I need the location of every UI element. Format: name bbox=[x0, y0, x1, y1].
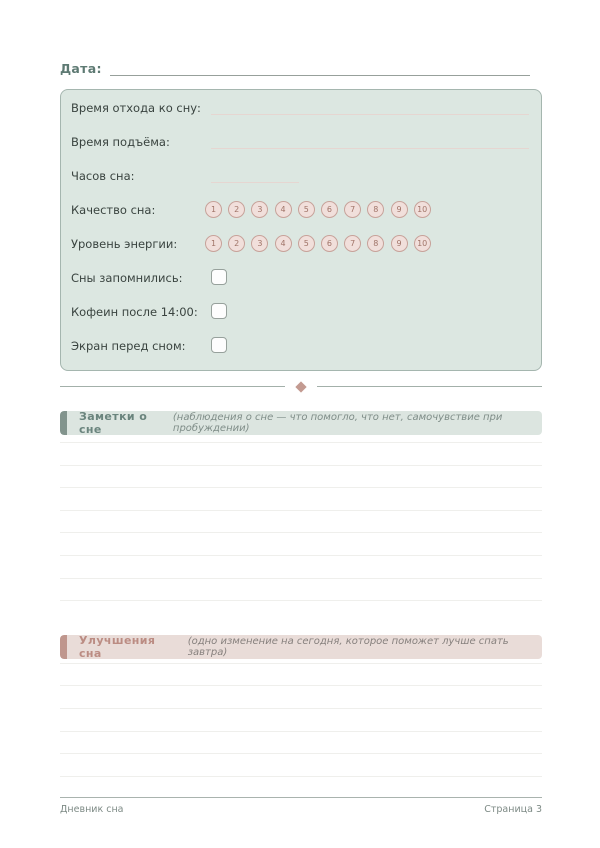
caffeine-checkbox[interactable] bbox=[211, 303, 227, 319]
page-footer bbox=[60, 797, 542, 815]
energy-rating-circle[interactable]: 10 bbox=[414, 235, 431, 252]
quality-rating-circle[interactable]: 9 bbox=[391, 201, 408, 218]
ruled-line bbox=[60, 487, 542, 510]
screen-checkbox[interactable] bbox=[211, 337, 227, 353]
sleep-notes-subtitle: (наблюдения о сне — что помогло, что нет, самочувствие при пробуждении) bbox=[172, 412, 503, 434]
quality-rating-circle[interactable]: 10 bbox=[414, 201, 431, 218]
divider-line-right bbox=[317, 386, 542, 387]
ruled-line bbox=[60, 465, 542, 488]
energy-rating-circle[interactable]: 9 bbox=[391, 235, 408, 252]
sleep-log-box bbox=[60, 89, 542, 371]
ruled-line bbox=[60, 753, 542, 776]
wake-time-label: Время подъёма: bbox=[71, 135, 170, 149]
footer-document-title: Дневник сна bbox=[60, 804, 124, 815]
energy-level-scale bbox=[205, 235, 431, 252]
energy-rating-circle[interactable]: 7 bbox=[344, 235, 361, 252]
sleep-notes-writing-area bbox=[60, 442, 542, 623]
sleep-improvements-writing-area bbox=[60, 663, 542, 799]
date-input-line[interactable] bbox=[110, 62, 530, 76]
header-accent-bar bbox=[60, 635, 67, 659]
ruled-line bbox=[60, 731, 542, 754]
energy-rating-circle[interactable]: 8 bbox=[367, 235, 384, 252]
sleep-improvements-section bbox=[60, 635, 542, 799]
energy-rating-circle[interactable]: 6 bbox=[321, 235, 338, 252]
ruled-line bbox=[60, 442, 542, 465]
sleep-improvements-title: Улучшения сна bbox=[79, 634, 156, 659]
wake-time-input-line[interactable] bbox=[211, 133, 529, 149]
sleep-hours-input-line[interactable] bbox=[211, 167, 299, 183]
sleep-notes-header bbox=[60, 411, 542, 435]
bedtime-input-line[interactable] bbox=[211, 99, 529, 115]
quality-rating-circle[interactable]: 1 bbox=[205, 201, 222, 218]
quality-rating-circle[interactable]: 2 bbox=[228, 201, 245, 218]
wake-time-row bbox=[71, 133, 529, 167]
energy-rating-circle[interactable]: 1 bbox=[205, 235, 222, 252]
dreams-checkbox[interactable] bbox=[211, 269, 227, 285]
sleep-improvements-subtitle: (одно изменение на сегодня, которое поможет лучше спать завтра) bbox=[187, 635, 509, 658]
energy-rating-circle[interactable]: 3 bbox=[251, 235, 268, 252]
section-divider bbox=[60, 382, 542, 391]
sleep-hours-label: Часов сна: bbox=[71, 169, 135, 183]
quality-rating-circle[interactable]: 5 bbox=[298, 201, 315, 218]
quality-rating-circle[interactable]: 3 bbox=[251, 201, 268, 218]
energy-rating-circle[interactable]: 5 bbox=[298, 235, 315, 252]
footer-page-number: Страница 3 bbox=[484, 804, 542, 815]
quality-rating-circle[interactable]: 8 bbox=[367, 201, 384, 218]
sleep-quality-scale bbox=[205, 201, 431, 218]
ruled-line bbox=[60, 555, 542, 578]
caffeine-row bbox=[71, 303, 529, 337]
sleep-hours-row bbox=[71, 167, 529, 201]
ruled-line bbox=[60, 776, 542, 799]
quality-rating-circle[interactable]: 6 bbox=[321, 201, 338, 218]
diamond-icon bbox=[295, 381, 306, 392]
energy-rating-circle[interactable]: 4 bbox=[275, 235, 292, 252]
bedtime-label: Время отхода ко сну: bbox=[71, 101, 201, 115]
quality-rating-circle[interactable]: 7 bbox=[344, 201, 361, 218]
caffeine-label: Кофеин после 14:00: bbox=[71, 305, 198, 319]
sleep-notes-section bbox=[60, 411, 542, 623]
screen-label: Экран перед сном: bbox=[71, 339, 186, 353]
sleep-quality-row bbox=[71, 201, 529, 235]
ruled-line bbox=[60, 600, 542, 623]
sleep-improvements-header bbox=[60, 635, 542, 659]
dreams-label: Сны запомнились: bbox=[71, 271, 183, 285]
energy-level-row bbox=[71, 235, 529, 269]
ruled-line bbox=[60, 578, 542, 601]
bedtime-row bbox=[71, 99, 529, 133]
ruled-line bbox=[60, 510, 542, 533]
ruled-line bbox=[60, 663, 542, 686]
sleep-notes-title: Заметки о сне bbox=[79, 411, 148, 435]
header-accent-bar bbox=[60, 411, 67, 435]
divider-line-left bbox=[60, 386, 285, 387]
energy-rating-circle[interactable]: 2 bbox=[228, 235, 245, 252]
sleep-quality-label: Качество сна: bbox=[71, 203, 156, 217]
screen-row bbox=[71, 337, 529, 371]
ruled-line bbox=[60, 685, 542, 708]
dreams-row bbox=[71, 269, 529, 303]
date-label: Дата: bbox=[60, 61, 102, 76]
quality-rating-circle[interactable]: 4 bbox=[275, 201, 292, 218]
energy-level-label: Уровень энергии: bbox=[71, 237, 178, 251]
ruled-line bbox=[60, 708, 542, 731]
ruled-line bbox=[60, 532, 542, 555]
date-row bbox=[60, 60, 542, 76]
